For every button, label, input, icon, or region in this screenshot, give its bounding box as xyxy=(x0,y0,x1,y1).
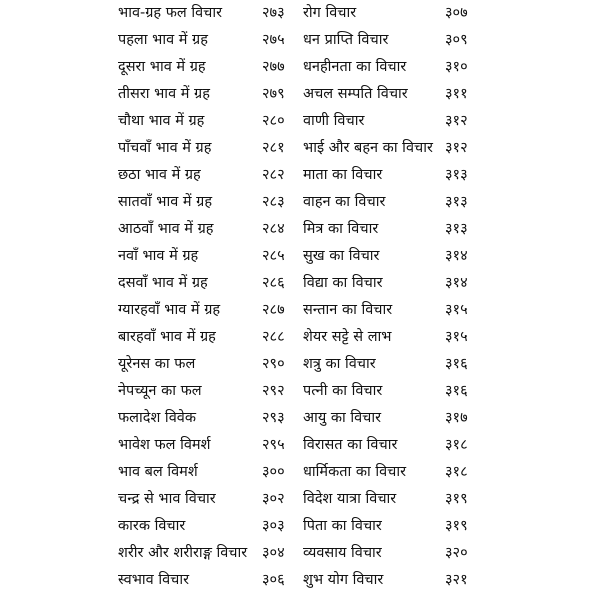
left-entry-title: स्वभाव विचार xyxy=(118,572,190,588)
left-entry-title: कारक विचार xyxy=(118,518,186,534)
left-entry-page: २८५ xyxy=(262,248,285,264)
right-entry-page: ३१९ xyxy=(445,491,468,507)
toc-row xyxy=(0,378,600,405)
right-entry-page: ३११ xyxy=(445,86,468,102)
right-entry-page: ३१९ xyxy=(445,518,468,534)
left-entry-title: नेपच्यून का फल xyxy=(118,383,202,399)
left-entry-page: २८६ xyxy=(262,275,285,291)
left-entry-title: दसवाँ भाव में ग्रह xyxy=(118,275,208,291)
toc-row xyxy=(0,459,600,486)
left-entry-page: २८८ xyxy=(262,329,285,345)
toc-row xyxy=(0,27,600,54)
toc-row xyxy=(0,108,600,135)
right-entry-title: धन प्राप्ति विचार xyxy=(303,32,389,48)
left-entry-page: २९३ xyxy=(262,410,285,426)
right-entry-page: ३०९ xyxy=(445,32,468,48)
left-entry-page: २८४ xyxy=(262,221,285,237)
right-entry-page: ३१६ xyxy=(445,383,468,399)
right-entry-page: ३१३ xyxy=(445,194,468,210)
right-entry-title: शुभ योग विचार xyxy=(303,572,384,588)
right-entry-title: माता का विचार xyxy=(303,167,383,183)
left-entry-page: २८० xyxy=(262,113,285,129)
left-entry-page: ३०२ xyxy=(262,491,285,507)
toc-row xyxy=(0,162,600,189)
left-entry-title: शरीर और शरीराङ्ग विचार xyxy=(118,545,248,561)
left-entry-title: चन्द्र से भाव विचार xyxy=(118,491,216,507)
right-entry-page: ३१२ xyxy=(445,113,468,129)
toc-row xyxy=(0,216,600,243)
right-entry-page: ३१० xyxy=(445,59,468,75)
right-entry-page: ३२१ xyxy=(445,572,468,588)
right-entry-title: विद्या का विचार xyxy=(303,275,383,291)
right-entry-title: आयु का विचार xyxy=(303,410,382,426)
right-entry-title: धनहीनता का विचार xyxy=(303,59,407,75)
right-entry-page: ३०७ xyxy=(445,5,468,21)
right-entry-title: सुख का विचार xyxy=(303,248,380,264)
left-entry-title: भाव-ग्रह फल विचार xyxy=(118,5,223,21)
toc-row xyxy=(0,54,600,81)
toc-row xyxy=(0,513,600,540)
toc-row xyxy=(0,189,600,216)
left-entry-title: बारहवाँ भाव में ग्रह xyxy=(118,329,216,345)
right-entry-page: ३२० xyxy=(445,545,468,561)
right-entry-title: सन्तान का विचार xyxy=(303,302,393,318)
toc-row xyxy=(0,540,600,567)
right-entry-title: शेयर सट्टे से लाभ xyxy=(303,329,392,345)
toc-row xyxy=(0,135,600,162)
toc-row xyxy=(0,351,600,378)
left-entry-title: आठवाँ भाव में ग्रह xyxy=(118,221,214,237)
right-entry-title: पत्नी का विचार xyxy=(303,383,383,399)
right-entry-title: मित्र का विचार xyxy=(303,221,379,237)
left-entry-page: २७७ xyxy=(262,59,285,75)
left-entry-page: ३०४ xyxy=(262,545,285,561)
left-entry-title: दूसरा भाव में ग्रह xyxy=(118,59,206,75)
right-entry-title: विदेश यात्रा विचार xyxy=(303,491,397,507)
right-entry-page: ३१४ xyxy=(445,275,468,291)
left-entry-title: भावेश फल विमर्श xyxy=(118,437,211,453)
toc-row xyxy=(0,270,600,297)
right-entry-title: शत्रु का विचार xyxy=(303,356,376,372)
left-entry-page: २९० xyxy=(262,356,285,372)
toc-row xyxy=(0,432,600,459)
toc-row xyxy=(0,405,600,432)
right-entry-title: रोग विचार xyxy=(303,5,357,21)
left-entry-page: ३०६ xyxy=(262,572,285,588)
left-entry-title: सातवाँ भाव में ग्रह xyxy=(118,194,213,210)
right-entry-title: भाई और बहन का विचार xyxy=(303,140,433,156)
right-entry-page: ३१२ xyxy=(445,140,468,156)
left-entry-title: तीसरा भाव में ग्रह xyxy=(118,86,210,102)
left-entry-page: २८२ xyxy=(262,167,285,183)
right-entry-title: व्यवसाय विचार xyxy=(303,545,382,561)
left-entry-title: यूरेनस का फल xyxy=(118,356,196,372)
right-entry-page: ३१५ xyxy=(445,302,468,318)
right-entry-title: विरासत का विचार xyxy=(303,437,398,453)
left-entry-page: २९२ xyxy=(262,383,285,399)
right-entry-title: वाहन का विचार xyxy=(303,194,386,210)
left-entry-page: २९५ xyxy=(262,437,285,453)
left-entry-page: २८७ xyxy=(262,302,285,318)
right-entry-title: अचल सम्पति विचार xyxy=(303,86,408,102)
toc-row xyxy=(0,486,600,513)
left-entry-title: नवाँ भाव में ग्रह xyxy=(118,248,199,264)
right-entry-title: पिता का विचार xyxy=(303,518,382,534)
left-entry-title: चौथा भाव में ग्रह xyxy=(118,113,205,129)
left-entry-title: पाँचवाँ भाव में ग्रह xyxy=(118,140,212,156)
toc-row xyxy=(0,243,600,270)
right-entry-page: ३१४ xyxy=(445,248,468,264)
right-entry-page: ३१३ xyxy=(445,221,468,237)
right-entry-title: वाणी विचार xyxy=(303,113,365,129)
toc-row xyxy=(0,324,600,351)
left-entry-title: ग्यारहवाँ भाव में ग्रह xyxy=(118,302,221,318)
left-entry-title: भाव बल विमर्श xyxy=(118,464,198,480)
toc-row xyxy=(0,297,600,324)
left-entry-title: फलादेश विवेक xyxy=(118,410,196,426)
left-entry-page: २७५ xyxy=(262,32,285,48)
right-entry-page: ३१५ xyxy=(445,329,468,345)
left-entry-page: २८३ xyxy=(262,194,285,210)
left-entry-page: ३०० xyxy=(262,464,285,480)
left-entry-page: २७९ xyxy=(262,86,285,102)
right-entry-page: ३१३ xyxy=(445,167,468,183)
right-entry-page: ३१६ xyxy=(445,356,468,372)
right-entry-title: धार्मिकता का विचार xyxy=(303,464,407,480)
right-entry-page: ३१८ xyxy=(445,437,468,453)
right-entry-page: ३१८ xyxy=(445,464,468,480)
left-entry-page: २७३ xyxy=(262,5,285,21)
left-entry-page: २८१ xyxy=(262,140,285,156)
toc-row xyxy=(0,0,600,27)
left-entry-page: ३०३ xyxy=(262,518,285,534)
left-entry-title: छठा भाव में ग्रह xyxy=(118,167,201,183)
left-entry-title: पहला भाव में ग्रह xyxy=(118,32,208,48)
toc-row xyxy=(0,567,600,594)
toc-row xyxy=(0,81,600,108)
right-entry-page: ३१७ xyxy=(445,410,468,426)
